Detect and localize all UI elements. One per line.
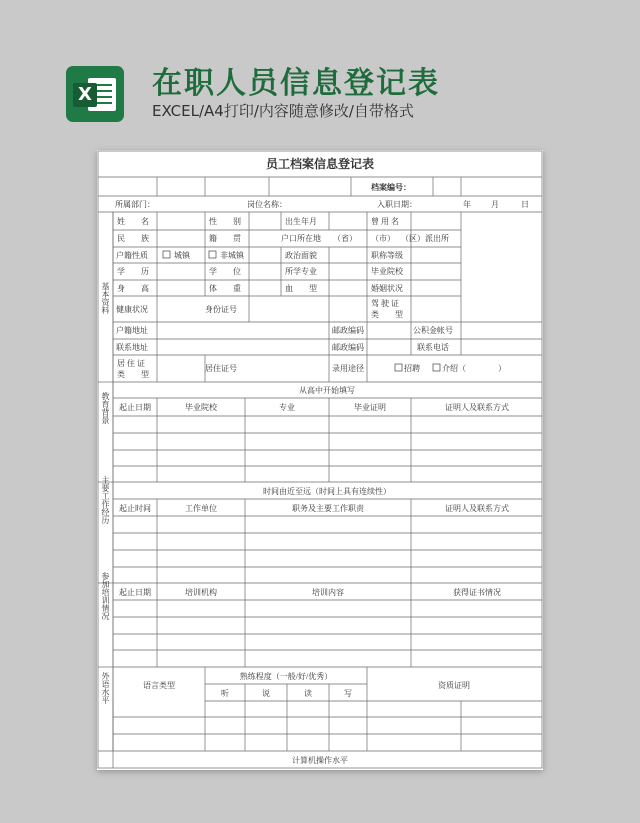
hire-checkbox[interactable] [395, 364, 402, 371]
computer-skill-label: 计算机操作水平 [292, 756, 348, 765]
edu-header: 证明人及联系方式 [445, 403, 509, 412]
city-label: （市） [371, 234, 395, 243]
postcode-label-1: 邮政编码 [332, 326, 364, 335]
birth-label: 出生年月 [285, 217, 317, 226]
month-label: 月 [491, 200, 499, 209]
training-header: 培训机构 [185, 588, 217, 597]
skill-listen: 听 [221, 689, 229, 698]
excel-logo-letter: X [73, 83, 97, 107]
edu-header: 毕业证明 [354, 403, 386, 412]
skill-write: 写 [344, 689, 352, 698]
day-label: 日 [521, 200, 529, 209]
district-police-label: （区）派出所 [401, 234, 449, 243]
education-label: 学 历 [117, 267, 149, 276]
position-label: 岗位名称： [247, 200, 287, 209]
blood-label: 血 型 [285, 284, 317, 293]
marriage-label: 婚姻状况 [371, 284, 403, 293]
training-table [119, 587, 501, 597]
edu-header: 毕业院校 [185, 403, 217, 412]
work-note: 时间由近至远（时间上具有连续性） [263, 487, 391, 496]
section-edu-label: 教育背景 [101, 392, 110, 424]
section-lang-label: 外语水平 [101, 672, 110, 704]
rural-label: 非城镇 [220, 251, 244, 260]
hukou-location-label: 户口所在地 [281, 234, 321, 243]
health-label: 健康状况 [116, 305, 148, 314]
certificate-label: 资质证明 [438, 681, 470, 690]
former-name-label: 曾 用 名 [371, 217, 399, 226]
archive-no-label: 档案编号： [371, 183, 411, 192]
name-label: 姓 名 [117, 217, 149, 226]
id-no-label: 身份证号 [205, 305, 237, 314]
residence-label-1: 居 住 证 [117, 359, 145, 368]
edu-header: 专业 [279, 403, 295, 412]
lang-table [143, 671, 470, 698]
training-header: 起止日期 [119, 588, 151, 597]
edu-table [119, 385, 509, 412]
entry-date-label: 入职日期： [377, 200, 417, 209]
work-header: 职务及主要工作职责 [292, 504, 364, 513]
section-basic-label: 基本资料 [101, 282, 110, 314]
province-label: （省） [333, 234, 357, 243]
residence-no-label: 居住证号 [205, 364, 237, 373]
edu-header: 起止日期 [119, 403, 151, 412]
training-header: 获得证书情况 [453, 588, 501, 597]
work-header: 起止时间 [119, 504, 151, 513]
gender-label: 性 别 [209, 217, 241, 226]
proficiency-label: 熟练程度（一般/好/优秀） [239, 672, 333, 681]
major-label: 所学专业 [285, 267, 317, 276]
postcode-label-2: 邮政编码 [332, 343, 364, 352]
referral-checkbox[interactable] [433, 364, 440, 371]
ethnic-label: 民 族 [117, 234, 149, 243]
page-title: 在职人员信息登记表 [152, 66, 440, 101]
form-sheet [97, 150, 543, 770]
contact-addr-label: 联系地址 [116, 343, 148, 352]
title-level-label: 职称等级 [371, 251, 403, 260]
referral-label: 介绍（ ） [442, 364, 506, 373]
fund-acct-label: 公积金帐号 [413, 326, 453, 335]
skill-read: 读 [304, 689, 312, 698]
weight-label: 体 重 [209, 284, 241, 293]
form-title: 员工档案信息登记表 [265, 157, 375, 171]
hire-label: 招聘 [404, 364, 420, 373]
page-subtitle: EXCEL/A4打印/内容随意修改/自带格式 [152, 102, 414, 120]
residence-label-2: 类 型 [117, 370, 149, 379]
degree-label: 学 位 [209, 267, 241, 276]
year-label: 年 [463, 200, 471, 209]
height-label: 身 高 [117, 284, 149, 293]
urban-label: 城镇 [174, 251, 190, 260]
department-label: 所属部门： [115, 200, 155, 209]
license-label-2: 类 型 [371, 310, 403, 319]
banner [0, 0, 640, 150]
training-header: 培训内容 [312, 588, 344, 597]
hukou-addr-label: 户籍地址 [116, 326, 148, 335]
recruit-label: 录用途径 [332, 364, 364, 373]
form-table [97, 150, 543, 770]
work-table [119, 486, 509, 513]
skill-speak: 说 [262, 689, 270, 698]
license-label-1: 驾 驶 证 [371, 299, 399, 308]
native-place-label: 籍 贯 [209, 234, 241, 243]
work-header: 工作单位 [185, 504, 217, 513]
basic-labels [116, 216, 506, 379]
phone-label: 联系电话 [417, 343, 449, 352]
section-training-label: 参加培训情况 [101, 572, 110, 620]
urban-checkbox[interactable] [163, 251, 170, 258]
lang-type-label: 语言类型 [143, 681, 175, 690]
section-work-label: 主要工作经历 [101, 476, 110, 524]
excel-logo-icon [66, 66, 124, 122]
political-label: 政治面貌 [285, 251, 317, 260]
work-header: 证明人及联系方式 [445, 504, 509, 513]
hukou-type-label: 户籍性质 [116, 251, 148, 260]
edu-note: 从高中开始填写 [299, 386, 355, 395]
school-label: 毕业院校 [371, 267, 403, 276]
rural-checkbox[interactable] [209, 251, 216, 258]
